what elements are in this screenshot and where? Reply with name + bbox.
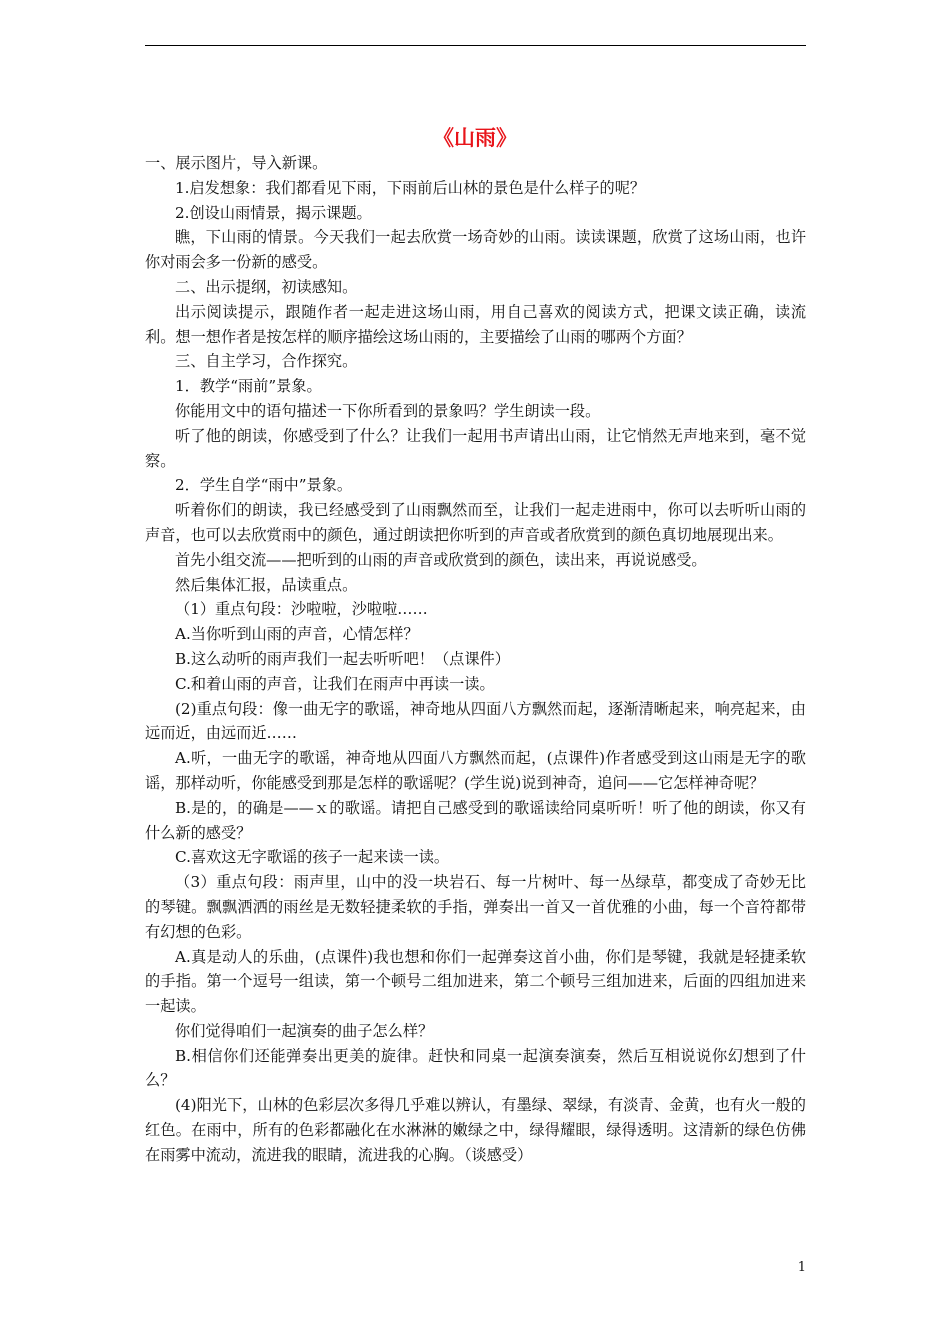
paragraph: （1）重点句段：沙啦啦，沙啦啦…… — [175, 600, 428, 619]
paragraph: 你们觉得咱们一起演奏的曲子怎么样？ — [175, 1021, 434, 1040]
paragraph: 然后集体汇报，品读重点。 — [175, 575, 358, 594]
paragraph: A.听，一曲无字的歌谣，神奇地从四面八方飘然而起，(点课件)作者感受到这山雨是无字的歌谣，那样动听，你能感受到那是怎样的歌谣呢？(学生说)说到神奇，追问——它怎样神奇呢？ — [145, 749, 806, 792]
paragraph: 二、出示提纲，初读感知。 — [175, 277, 358, 296]
paragraph: 首先小组交流——把听到的山雨的声音或欣赏到的颜色，读出来，再说说感受。 — [175, 550, 707, 569]
paragraph: B.这么动听的雨声我们一起去听听吧！（点课件） — [175, 649, 510, 668]
paragraph: A.当你听到山雨的声音，心情怎样？ — [175, 625, 419, 644]
paragraph: 听了他的朗读，你感受到了什么？让我们一起用书声请出山雨，让它悄然无声地来到，毫不觉察。 — [145, 426, 806, 470]
paragraph: 2．学生自学“雨中”景象。 — [175, 476, 353, 495]
paragraph: B.相信你们还能弹奏出更美的旋律。赶快和同桌一起演奏演奏，然后互相说说你幻想到了什么？ — [145, 1046, 806, 1090]
paragraph: （3）重点句段：雨声里，山中的没一块岩石、每一片树叶、每一丛绿草，都变成了奇妙无比的琴键。飘飘洒洒的雨丝是无数轻捷柔软的手指，弹奏出一首又一首优雅的小曲，每一个音符都带有幻想的色彩。 — [145, 873, 806, 941]
paragraph: (2)重点句段：像一曲无字的歌谣，神奇地从四面八方飘然而起，逐渐清晰起来，响亮起来，由远而近，由远而近…… — [145, 699, 806, 743]
paragraph: 瞧，下山雨的情景。今天我们一起去欣赏一场奇妙的山雨。读读课题，欣赏了这场山雨，也许你对雨会多一份新的感受。 — [145, 228, 806, 272]
paragraph: 三、自主学习，合作探究。 — [175, 352, 358, 371]
paragraph: C.喜欢这无字歌谣的孩子一起来读一读。 — [175, 848, 450, 867]
paragraph: 你能用文中的语句描述一下你所看到的景象吗？学生朗读一段。 — [175, 401, 601, 420]
document-title: 《山雨》 — [433, 125, 517, 150]
document-body — [145, 151, 806, 1168]
header-rule — [145, 45, 806, 46]
paragraph: B.是的，的确是——ｘ的歌谣。请把自己感受到的歌谣读给同桌听听！听了他的朗读，你又有什么新的感受？ — [145, 798, 806, 842]
paragraph: 出示阅读提示，跟随作者一起走进这场山雨，用自己喜欢的阅读方式，把课文读正确，读流利。想一想作者是按怎样的顺序描绘这场山雨的，主要描绘了山雨的哪两个方面？ — [145, 302, 806, 346]
paragraph: C.和着山雨的声音，让我们在雨声中再读一读。 — [175, 674, 495, 693]
paragraph: 听着你们的朗读，我已经感受到了山雨飘然而至，让我们一起走进雨中，你可以去听听山雨的声音，也可以去欣赏雨中的颜色，通过朗读把你听到的声音或者欣赏到的颜色真切地展现出来。 — [145, 501, 806, 544]
paragraph: 2.创设山雨情景，揭示课题。 — [175, 203, 372, 222]
paragraph: 1.启发想象：我们都看见下雨，下雨前后山林的景色是什么样子的呢？ — [175, 178, 646, 197]
paragraph: (4)阳光下，山林的色彩层次多得几乎难以辨认，有墨绿、翠绿，有淡青、金黄，也有火一般的红色。在雨中，所有的色彩都融化在水淋淋的嫩绿之中，绿得耀眼，绿得透明。这清新的绿色仿佛在雨雾中流动，流进我的眼睛，流进我的心胸。（谈感受） — [145, 1096, 806, 1164]
paragraph: 一、展示图片，导入新课。 — [145, 154, 328, 172]
paragraph: A.真是动人的乐曲，(点课件)我也想和你们一起弹奏这首小曲，你们是琴键，我就是轻捷柔软的手指。第一个逗号一组读，第一个顿号二组加进来，第二个顿号三组加进来，后面的四组加进来一起读。 — [145, 947, 806, 1016]
paragraph: 1．教学“雨前”景象。 — [175, 377, 322, 396]
page-number: 1 — [797, 1260, 806, 1275]
